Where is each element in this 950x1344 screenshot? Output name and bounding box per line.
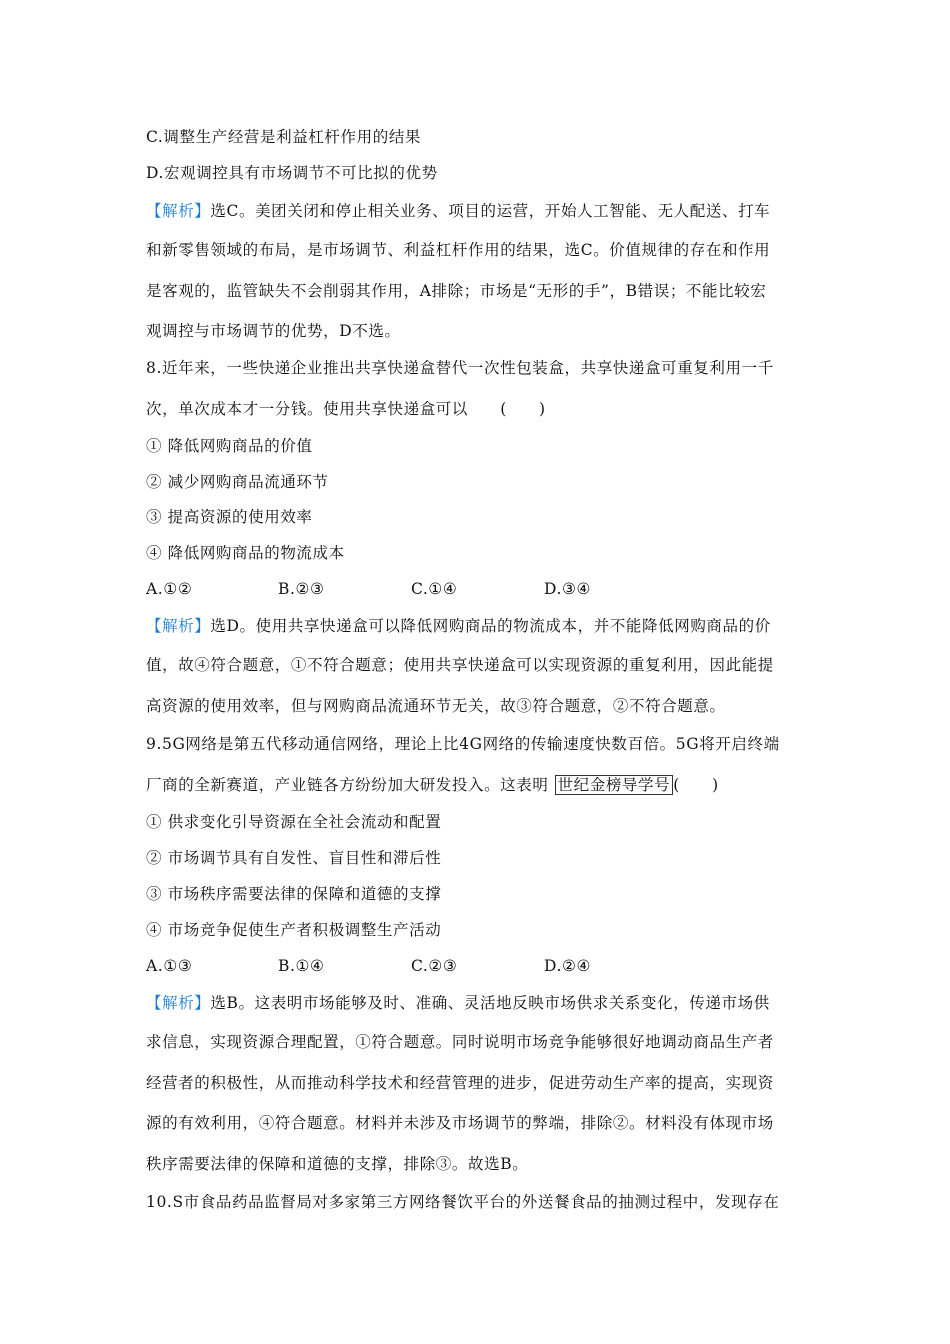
analysis-q9-line: 经营者的积极性，从而推动科学技术和经营管理的进步，促进劳动生产率的提高，实现资	[146, 1074, 774, 1092]
question-8-line: 次，单次成本才一分钱。使用共享快递盒可以 ( )	[146, 400, 546, 418]
analysis-text: 选C。美团关闭和停止相关业务、项目的运营，开始人工智能、无人配送、打车	[210, 202, 771, 220]
q9-option-d: D.②④	[544, 957, 591, 975]
q9-option-c: C.②③	[411, 957, 458, 975]
q8-item-2: ② 减少网购商品流通环节	[146, 473, 329, 491]
analysis-q8-line: 值，故④符合题意，①不符合题意；使用共享快递盒可以实现资源的重复利用，因此能提	[146, 656, 774, 674]
question-9-line	[146, 775, 719, 795]
analysis-q7-line: 和新零售领域的布局，是市场调节、利益杠杆作用的结果，选C。价值规律的存在和作用	[146, 241, 771, 259]
q8-item-3: ③ 提高资源的使用效率	[146, 508, 313, 526]
question-9: 9.5G网络是第五代移动通信网络，理论上比4G网络的传输速度快数百倍。5G将开启终端	[146, 735, 780, 753]
q9-item-1: ① 供求变化引导资源在全社会流动和配置	[146, 813, 442, 831]
question-8: 8.近年来，一些快递企业推出共享快递盒替代一次性包装盒，共享快递盒可重复利用一千	[146, 359, 774, 377]
analysis-q9-line: 求信息，实现资源合理配置，①符合题意。同时说明市场竞争能够很好地调动商品生产者	[146, 1033, 774, 1051]
q8-option-b: B.②③	[278, 580, 325, 598]
q9-item-2: ② 市场调节具有自发性、盲目性和滞后性	[146, 849, 442, 867]
question-9-text: 厂商的全新赛道，产业链各方纷纷加大研发投入。这表明	[146, 776, 549, 794]
q9-item-3: ③ 市场秩序需要法律的保障和道德的支撑	[146, 885, 442, 903]
q9-option-b: B.①④	[278, 957, 325, 975]
q8-item-1: ① 降低网购商品的价值	[146, 437, 313, 455]
answer-paren: ( )	[673, 776, 719, 794]
analysis-q9-line: 秩序需要法律的保障和道德的支撑，排除③。故选B。	[146, 1155, 529, 1173]
analysis-q7	[146, 201, 770, 221]
q8-option-d: D.③④	[544, 580, 591, 598]
q8-option-a: A.①②	[146, 580, 193, 598]
q9-item-4: ④ 市场竞争促使生产者积极调整生产活动	[146, 921, 442, 939]
option-c-q7: C.调整生产经营是利益杠杆作用的结果	[146, 128, 422, 146]
option-d-q7: D.宏观调控具有市场调节不可比拟的优势	[146, 164, 438, 182]
analysis-tag: 【解析】	[146, 994, 211, 1012]
analysis-q7-line: 观调控与市场调节的优势，D不选。	[146, 322, 401, 340]
analysis-tag: 【解析】	[146, 617, 211, 635]
analysis-text: 选B。这表明市场能够及时、准确、灵活地反映市场供求关系变化，传递市场供	[210, 994, 770, 1012]
analysis-q8	[146, 616, 771, 636]
analysis-text: 选D。使用共享快递盒可以降低网购商品的物流成本，并不能降低网购商品的价	[210, 617, 771, 635]
q8-item-4: ④ 降低网购商品的物流成本	[146, 544, 345, 562]
analysis-q9	[146, 993, 770, 1013]
q8-option-c: C.①④	[411, 580, 458, 598]
analysis-q7-line: 是客观的，监管缺失不会削弱其作用，A排除；市场是“无形的手”，B错误；不能比较宏	[146, 282, 767, 300]
question-10: 10.S市食品药品监督局对多家第三方网络餐饮平台的外送餐食品的抽测过程中，发现存在	[146, 1193, 780, 1211]
guide-number-box: 世纪金榜导学号	[555, 775, 674, 795]
analysis-tag: 【解析】	[146, 202, 211, 220]
q9-option-a: A.①③	[146, 957, 193, 975]
analysis-q8-line: 高资源的使用效率，但与网购商品流通环节无关，故③符合题意，②不符合题意。	[146, 697, 726, 715]
analysis-q9-line: 源的有效利用，④符合题意。材料并未涉及市场调节的弊端，排除②。材料没有体现市场	[146, 1114, 774, 1132]
